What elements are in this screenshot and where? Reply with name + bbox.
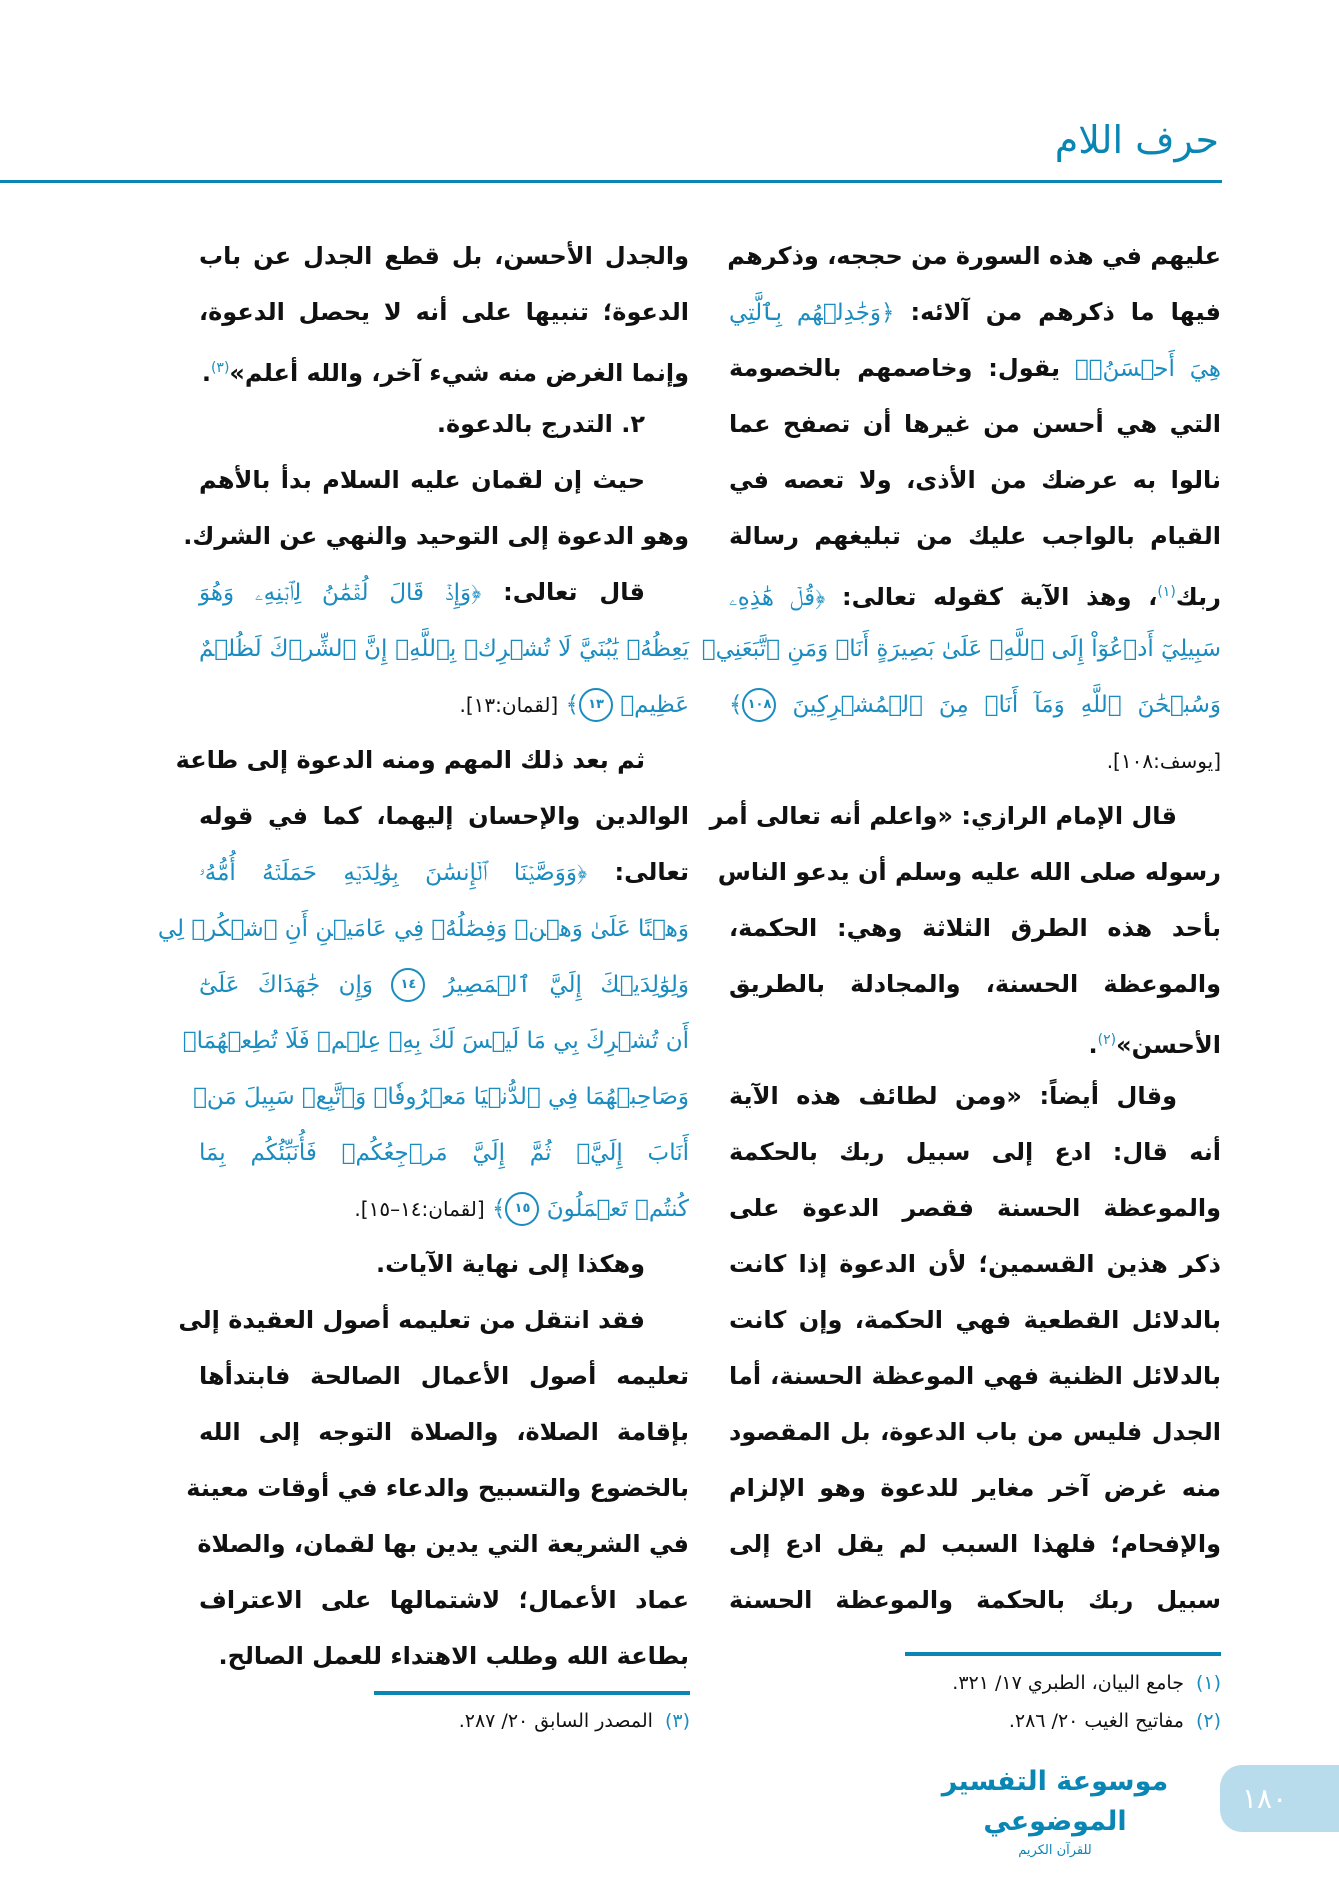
logo-subtitle: للقرآن الكريم: [1018, 1843, 1092, 1858]
quran-text: ﴿وَوَصَّيۡنَا ٱلۡإِنسَٰنَ بِوَٰلِدَيۡهِ حَمَلَتۡهُ أُمُّهُۥ: [199, 860, 588, 886]
body-text: رسوله صلى الله عليه وسلم أن يدعو الناس: [717, 858, 1221, 886]
encyclopedia-logo: [930, 1762, 1180, 1860]
text-line: [729, 900, 1221, 956]
text-line: [729, 1348, 1221, 1404]
body-text: .: [201, 359, 211, 387]
body-text: أنه قال: ادع إلى سبيل ربك بالحكمة: [729, 1138, 1221, 1166]
text-line: [729, 956, 1221, 1012]
text-line: [193, 1068, 689, 1124]
ayah-number-marker: ١٣: [579, 688, 613, 722]
ayah-number-marker: ١٥: [505, 1192, 539, 1226]
quran-text: يَعِظُهُۥ يَٰبُنَيَّ لَا تُشۡرِكۡ بِٱللَّهِۖ إِنَّ ٱلشِّرۡكَ لَظُلۡمٌ: [199, 636, 689, 662]
body-text: قال تعالى:: [481, 578, 645, 606]
text-line: [199, 788, 689, 844]
text-line: [729, 732, 1221, 788]
body-text: والموعظة الحسنة، والمجادلة بالطريق: [729, 970, 1221, 998]
text-line: [729, 676, 1221, 732]
footnotes-right: [952, 1664, 1221, 1740]
footnote-text: جامع البيان، الطبري ١٧/ ٣٢١.: [952, 1672, 1184, 1694]
text-line: [729, 1012, 1221, 1068]
body-text: بطاعة الله وطلب الاهتداء للعمل الصالح.: [218, 1642, 689, 1670]
body-text: وإنما الغرض منه شيء آخر، والله أعلم»: [229, 359, 689, 387]
text-line: [175, 732, 689, 788]
body-text: منه غرض آخر مغاير للدعوة وهو الإلزام: [729, 1474, 1221, 1502]
text-line: [199, 956, 689, 1012]
quran-text: سَبِيلِيٓ أَدۡعُوٓاْ إِلَى ٱللَّهِۚ عَلَىٰ بَصِيرَةٍ أَنَا۠ وَمَنِ ٱتَّبَعَنِيۖ: [701, 636, 1221, 662]
ayah-number-marker: ١٠٨: [742, 688, 776, 722]
text-line: [199, 284, 689, 340]
text-line: [199, 1516, 689, 1572]
body-text: ٢. التدرج بالدعوة.: [436, 410, 645, 438]
text-line: [729, 1068, 1221, 1124]
text-line: [729, 1572, 1221, 1628]
quran-text: أَن تُشۡرِكَ بِي مَا لَيۡسَ لَكَ بِهِۦ عِلۡمٞ فَلَا تُطِعۡهُمَاۖ: [182, 1028, 689, 1054]
text-line: [729, 452, 1221, 508]
text-line: [729, 284, 1221, 340]
body-text: وهكذا إلى نهاية الآيات.: [376, 1250, 645, 1278]
body-text: والجدل الأحسن، بل قطع الجدل عن باب: [199, 242, 689, 270]
quran-text: ﴾: [729, 692, 743, 718]
header-rule: [0, 180, 1222, 183]
footnote: [952, 1664, 1221, 1702]
text-line: [729, 340, 1221, 396]
body-text: ، وهذ الآية كقوله تعالى:: [825, 583, 1158, 611]
body-text: تعليمه أصول الأعمال الصالحة فابتدأها: [199, 1362, 689, 1390]
text-line: [199, 1236, 689, 1292]
body-text: التي هي أحسن من غيرها أن تصفح عما: [729, 410, 1221, 438]
text-line: [717, 844, 1221, 900]
verse-reference: [لقمان:١٤–١٥].: [354, 1197, 485, 1221]
body-text: تعالى:: [587, 858, 689, 886]
body-text: يقول: وخاصمهم بالخصومة: [729, 354, 1061, 382]
body-text: عليهم في هذه السورة من حججه، وذكرهم: [727, 242, 1221, 270]
footnote-marker[interactable]: (٢): [1097, 1032, 1117, 1048]
text-line: [157, 900, 689, 956]
footnote-text: المصدر السابق ٢٠/ ٢٨٧.: [458, 1710, 653, 1732]
text-line: [199, 1628, 689, 1684]
quran-text: عَظِيمٞ: [613, 692, 689, 718]
text-line: [701, 620, 1221, 676]
verse-reference: [يوسف:١٠٨].: [1106, 749, 1221, 773]
footnote: [459, 1702, 690, 1740]
text-line: [199, 1124, 689, 1180]
footnote-rule-right: [905, 1652, 1221, 1656]
text-line: [178, 1292, 689, 1348]
text-line: [199, 1404, 689, 1460]
right-column: [701, 228, 1222, 1628]
text-line: [199, 1180, 689, 1236]
text-line: [199, 676, 689, 732]
body-text: بالدلائل القطعية فهي الحكمة، وإن كانت: [729, 1306, 1221, 1334]
body-text: في الشريعة التي يدين بها لقمان، والصلاة: [197, 1530, 689, 1558]
quran-text: هِيَ أَحۡسَنُۚ﴾: [1060, 356, 1222, 382]
footnote-number: (٣): [664, 1710, 690, 1732]
text-line: [729, 564, 1221, 620]
text-line: [729, 1236, 1221, 1292]
body-text: سبيل ربك بالحكمة والموعظة الحسنة: [729, 1586, 1221, 1614]
body-text: والإفحام؛ فلهذا السبب لم يقل ادع إلى: [729, 1530, 1221, 1558]
body-text: .: [1088, 1031, 1098, 1059]
logo-title: موسوعة التفسير الموضوعي: [941, 1766, 1169, 1837]
left-column: [157, 228, 689, 1684]
quran-text: كُنتُمۡ تَعۡمَلُونَ: [539, 1196, 689, 1222]
body-text: الجدل فليس من باب الدعوة، بل المقصود: [729, 1418, 1221, 1446]
footnote-number: (١): [1195, 1672, 1221, 1694]
page-number: ١٨٠: [1242, 1782, 1288, 1815]
footnote-rule-left: [374, 1691, 690, 1695]
footnote-marker[interactable]: (٣): [210, 360, 230, 376]
text-line: [199, 228, 689, 284]
body-text: حيث إن لقمان عليه السلام بدأ بالأهم: [199, 466, 645, 494]
text-line: [729, 1292, 1221, 1348]
body-text: بالخضوع والتسبيح والدعاء في أوقات معينة: [186, 1474, 689, 1502]
footnote-number: (٢): [1195, 1710, 1221, 1732]
text-line: [199, 564, 689, 620]
quran-text: ﴾: [558, 692, 580, 718]
footnote: [952, 1702, 1221, 1740]
text-line: [199, 1572, 689, 1628]
page-number-badge: [1220, 1765, 1339, 1832]
text-line: [729, 228, 1221, 284]
body-text: بأحد هذه الطرق الثلاثة وهي: الحكمة،: [729, 914, 1221, 942]
text-line: [199, 452, 689, 508]
quran-text: ﴿قُلۡ هَٰذِهِۦ: [729, 585, 826, 611]
body-text: عماد الأعمال؛ لاشتمالها على الاعتراف: [199, 1586, 689, 1614]
text-line: [729, 1124, 1221, 1180]
body-text: الدعوة؛ تنبيها على أنه لا يحصل الدعوة،: [199, 298, 689, 326]
text-line: [729, 396, 1221, 452]
text-line: [199, 620, 689, 676]
body-text: بإقامة الصلاة، والصلاة التوجه إلى الله: [199, 1418, 689, 1446]
text-line: [199, 340, 689, 396]
text-line: [729, 1404, 1221, 1460]
footnote-marker[interactable]: (١): [1157, 584, 1176, 600]
quran-text: أَنَابَ إِلَيَّۚ ثُمَّ إِلَيَّ مَرۡجِعُكُمۡ فَأُنَبِّئُكُم بِمَا: [199, 1140, 689, 1166]
quran-text: وَصَاحِبۡهُمَا فِي ٱلدُّنۡيَا مَعۡرُوفٗاۖ وَٱتَّبِعۡ سَبِيلَ مَنۡ: [193, 1084, 689, 1110]
text-line: [199, 844, 689, 900]
body-text: فقد انتقل من تعليمه أصول العقيدة إلى: [178, 1306, 645, 1334]
body-text: ربك: [1175, 583, 1221, 611]
text-line: [186, 1460, 689, 1516]
text-line: [729, 1460, 1221, 1516]
footnotes-left: [459, 1702, 690, 1740]
footnote-text: مفاتيح الغيب ٢٠/ ٢٨٦.: [1008, 1710, 1184, 1732]
body-text: الوالدين والإحسان إليهما، كما في قوله: [199, 802, 689, 830]
text-line: [199, 396, 689, 452]
text-line: [709, 788, 1221, 844]
quran-text: وَهۡنًا عَلَىٰ وَهۡنٖ وَفِصَٰلُهُۥ فِي عَامَيۡنِ أَنِ ٱشۡكُرۡ لِي: [157, 916, 689, 942]
text-line: [729, 508, 1221, 564]
body-text: فيها ما ذكرهم من آلائه:: [894, 298, 1221, 326]
text-line: [182, 1012, 689, 1068]
body-text: قال الإمام الرازي: «واعلم أنه تعالى أمر: [709, 802, 1177, 830]
verse-reference: [لقمان:١٣].: [459, 693, 559, 717]
quran-text: ﴾: [484, 1196, 506, 1222]
quran-text: وَسُبۡحَٰنَ ٱللَّهِ وَمَآ أَنَا۠ مِنَ ٱلۡمُشۡرِكِينَ: [776, 692, 1221, 718]
body-text: بالدلائل الظنية فهي الموعظة الحسنة، أما: [729, 1362, 1221, 1390]
body-text: وهو الدعوة إلى التوحيد والنهي عن الشرك.: [183, 522, 689, 550]
chapter-title: حرف اللام: [1054, 118, 1219, 162]
body-text: ذكر هذين القسمين؛ لأن الدعوة إذا كانت: [729, 1250, 1221, 1278]
text-line: [183, 508, 689, 564]
quran-text: ﴿وَإِذۡ قَالَ لُقۡمَٰنُ لِٱبۡنِهِۦ وَهُوَ: [199, 580, 482, 606]
body-text: ثم بعد ذلك المهم ومنه الدعوة إلى طاعة: [175, 746, 645, 774]
text-line: [729, 1516, 1221, 1572]
body-text: الأحسن»: [1116, 1031, 1221, 1059]
text-line: [729, 1180, 1221, 1236]
text-line: [199, 1348, 689, 1404]
body-text: نالوا به عرضك من الأذى، ولا تعصه في: [729, 466, 1221, 494]
ayah-number-marker: ١٤: [391, 968, 425, 1002]
body-text: والموعظة الحسنة فقصر الدعوة على: [729, 1194, 1221, 1222]
quran-text: وَلِوَٰلِدَيۡكَ إِلَيَّ ٱلۡمَصِيرُ: [425, 972, 689, 998]
quran-text: وَإِن جَٰهَدَاكَ عَلَىٰٓ: [199, 972, 392, 998]
body-text: القيام بالواجب عليك من تبليغهم رسالة: [729, 522, 1221, 550]
quran-text: ﴿وَجَٰدِلۡهُم بِٱلَّتِي: [729, 300, 895, 326]
body-text: وقال أيضاً: «ومن لطائف هذه الآية: [729, 1082, 1177, 1110]
